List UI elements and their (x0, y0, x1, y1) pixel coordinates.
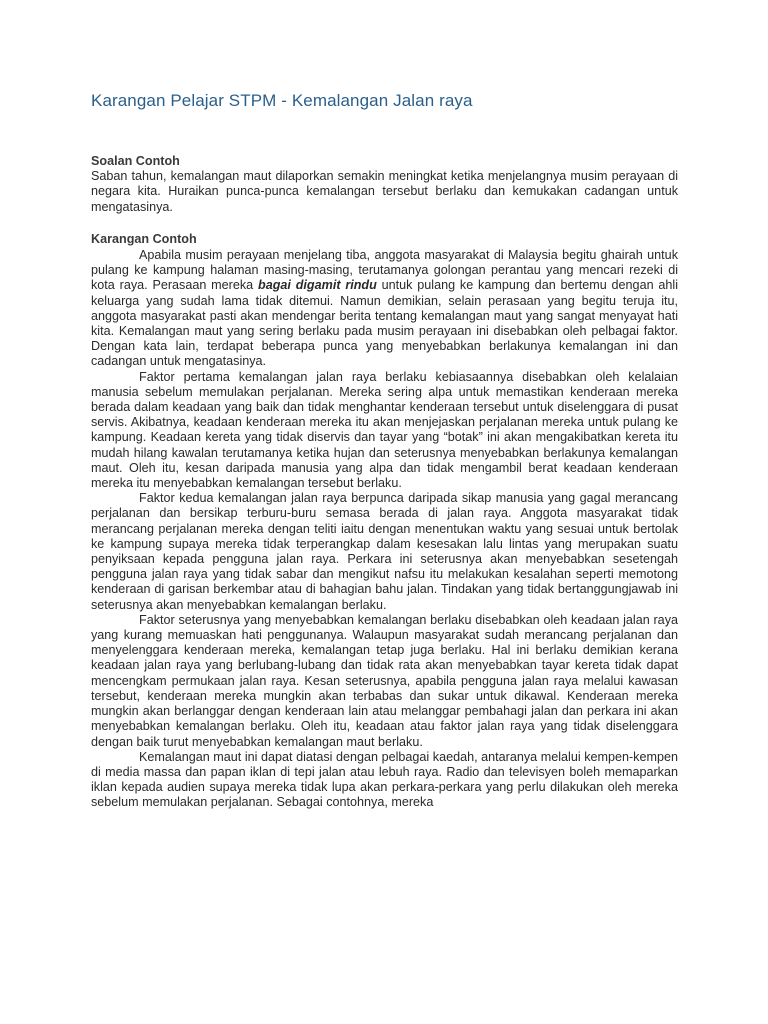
paragraph-text: Faktor pertama kemalangan jalan raya berlaku kebiasaannya disebabkan oleh kelalaian manusia sebelum memulakan perjalanan. Mereka sering alpa untuk memastikan kenderaan mereka berada dalam keadaan yang baik dan tidak menghantar kenderaan tersebut untuk diselenggara di pusat servis. Akibatnya, keadaan kenderaan mereka itu akan menjejaskan perjalanan mereka untuk pulang ke kampung. Keadaan kereta yang tidak diservis dan tayar (91, 369, 678, 445)
essay-paragraph-2 (91, 370, 678, 492)
paragraph-text: yang “botak” ini akan mengakibatkan kereta itu mudah hilang kawalan terutamanya ketika hujan (91, 430, 679, 460)
paragraph-text: dan seterusnya menyebabkan berlakunya kemalangan maut. Oleh itu, kesan daripada manusia yang alpa dan tidak mengambil berat keadaan kenderaan mereka itu menyebabkan kemalangan tersebut berlaku. (91, 445, 678, 491)
question-section (91, 154, 678, 215)
essay-heading: Karangan Contoh (91, 232, 197, 246)
paragraph-text: Apabila musim perayaan menjelang tiba, anggota masyarakat di Malaysia begitu ghairah untuk pulang ke kampung halaman masing-masing, terutamanya golongan perantau yang mencari rezeki di kota raya. Perasaan mereka (91, 248, 678, 293)
essay-paragraph-3: Faktor kedua kemalangan jalan raya berpunca daripada sikap manusia yang gagal merancang perjalanan dan bersikap terburu-buru semasa berada di jalan raya. Anggota masyarakat tidak merancang perjalanan mereka dengan teliti iaitu dengan menentukan waktu yang sesuai untuk bertolak ke kampung supaya mereka tidak terperangkap dalam kesesakan lalu lintas yang merupakan suatu penyiksaan kepada pengguna jalan raya. Perkara ini seterusnya akan menyebabkan sesetengah pengguna jalan raya yang tidak sabar dan mengikut nafsu itu melakukan kesalahan seperti memotong kenderaan di garisan berkembar atau di bahagian bahu jalan. Tindakan yang tidak bertanggungjawab ini seterusnya akan menyebabkan kemalangan berlaku. (91, 491, 678, 612)
question-heading: Soalan Contoh (91, 154, 180, 168)
essay-paragraph-4: Faktor seterusnya yang menyebabkan kemalangan berlaku disebabkan oleh keadaan jalan raya yang kurang memuaskan hati penggunanya. Walaupun masyarakat sudah merancang perjalanan dan menyelenggara kenderaan mereka, kemalangan tetap juga berlaku. Hal ini berlaku demikian kerana keadaan jalan raya yang berlubang-lubang dan tidak rata akan menyebabkan tayar kereta tidak dapat mencengkam permukaan jalan raya. Kesan seterusnya, apabila pengguna jalan raya melalui kawasan tersebut, kenderaan mereka mungkin akan terbabas dan sukar untuk dikawal. Kenderaan mereka mungkin akan berlanggar dengan kenderaan lain atau melanggar pembahagi jalan dan perkara ini akan menyebabkan kemalangan berlaku. Oleh itu, keadaan atau faktor jalan raya yang tidak diselenggara dengan baik turut menyebabkan kemalangan maut berlaku. (91, 612, 678, 749)
page-title: Karangan Pelajar STPM - Kemalangan Jalan raya (91, 91, 473, 110)
essay-body (91, 248, 678, 811)
essay-paragraph-5: Kemalangan maut ini dapat diatasi dengan pelbagai kaedah, antaranya melalui kempen-kempen di media massa dan papan iklan di tepi jalan atau lebuh raya. Radio dan televisyen boleh memaparkan iklan kepada audien supaya mereka tidak lupa akan perkara-perkara yang perlu dilakukan oleh mereka sebelum memulakan perjalanan. Sebagai contohnya, mereka (91, 749, 678, 810)
essay-paragraph-1 (91, 248, 678, 370)
emphasis-phrase: bagai digamit rindu (258, 278, 377, 293)
question-text: Saban tahun, kemalangan maut dilaporkan semakin meningkat ketika menjelangnya musim perayaan di negara kita. Huraikan punca-punca kemalangan tersebut berlaku dan kemukakan cadangan untuk mengatasinya. (91, 169, 678, 214)
paragraph-text: untuk pulang ke kampung dan bertemu dengan ahli keluarga yang sudah lama tidak ditemui. Namun demikian, selain perasaan yang begitu teruja itu, anggota masyarakat pasti akan mendengar berita tentang kemalangan maut yang sangat menyayat hati kita. Kemalangan maut yang sering berlaku pada musim perayaan ini disebabkan oleh pelbagai faktor. Dengan kata lain, terdapat beberapa punca yang menyebabkan berlakunya kemalangan ini dan cadangan untuk mengatasinya. (91, 278, 679, 369)
essay-heading-wrap (91, 232, 678, 247)
